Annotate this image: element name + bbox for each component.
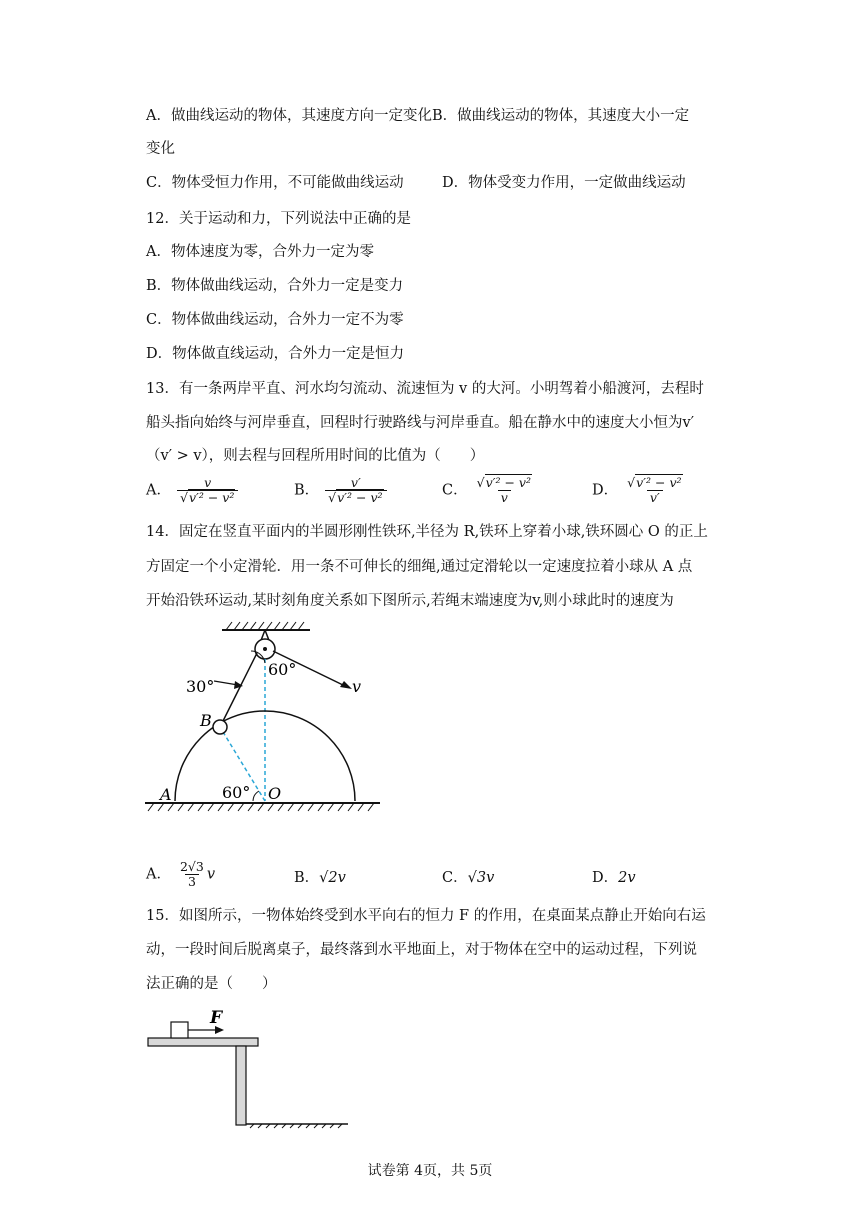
page-footer: 试卷第 4页，共 5页 xyxy=(367,1163,493,1179)
q13-option-a: A． $\frac{v}{\text{√v′² − v²}}$ xyxy=(146,476,238,505)
q13-stem-line2: 船头指向始终与河岸垂直，回程时行驶路线与河岸垂直。船在静水中的速度大小恒为v′ xyxy=(146,415,694,431)
q12-option-a: A．物体速度为零，合外力一定为零 xyxy=(146,244,374,260)
q15-figure xyxy=(140,1005,360,1130)
q15-stem-line3: 法正确的是（ ） xyxy=(146,976,277,992)
q11-option-c: C．物体受恒力作用，不可能做曲线运动 xyxy=(146,175,404,191)
q12-stem: 12．关于运动和力，下列说法中正确的是 xyxy=(146,211,411,227)
label-v: v xyxy=(352,677,362,696)
label-b: B xyxy=(200,711,212,730)
q14-stem-line2: 方固定一个小定滑轮．用一条不可伸长的细绳,通过定滑轮以一定速度拉着小球从 A 点 xyxy=(146,559,693,575)
q12-option-d: D．物体做直线运动，合外力一定是恒力 xyxy=(146,346,405,362)
q14-option-c: C．√3v xyxy=(442,870,495,886)
q12-option-c: C．物体做曲线运动，合外力一定不为零 xyxy=(146,312,404,328)
fraction: $\frac{\text{√v′² − v²}}{v'}$ xyxy=(627,475,682,505)
q15-stem-line1: 15．如图所示，一物体始终受到水平向右的恒力 F 的作用，在桌面某点静止开始向右运 xyxy=(146,908,706,924)
velocity-arrow-icon xyxy=(340,681,352,689)
ground-hatch xyxy=(148,803,374,811)
q14-stem-line1: 14．固定在竖直平面内的半圆形刚性铁环,半径为 R,铁环上穿着小球,铁环圆心 O 的正上 xyxy=(146,524,708,540)
q13-option-b: B． $\frac{v'}{\text{√v′² − v²}}$ xyxy=(294,476,387,505)
fraction: $\frac{v}{\text{√v′² − v²}}$ xyxy=(177,476,238,505)
fraction: $\frac{2√3}{3}$ xyxy=(179,859,204,889)
label-pulley-angle: 60° xyxy=(268,660,297,679)
label-a: A xyxy=(160,785,172,804)
q14-option-a: A． $\frac{2√3}{3}$ v xyxy=(146,859,216,889)
q11-options-ab-line2: 变化 xyxy=(146,141,175,157)
q13-option-d: D． $\frac{\text{√v′² − v²}}{v'}$ xyxy=(592,476,686,505)
label-30deg: 30° xyxy=(186,677,215,696)
fraction: $\frac{v'}{\text{√v′² − v²}}$ xyxy=(325,476,386,505)
ball-b xyxy=(213,720,227,734)
q12-option-b: B．物体做曲线运动，合外力一定是变力 xyxy=(146,278,404,294)
q13-stem-line1: 13．有一条两岸平直、河水均匀流动、流速恒为 v 的大河。小明驾着小船渡河，去程时 xyxy=(146,381,704,397)
fraction: $\frac{\text{√v′² − v²}}{v}$ xyxy=(476,475,531,505)
block xyxy=(171,1022,188,1038)
q11-options-ab-line1: A．做曲线运动的物体，其速度方向一定变化B．做曲线运动的物体，其速度大小一定 xyxy=(146,108,690,124)
label-f: F xyxy=(210,1008,223,1028)
q14-option-b: B．√2v xyxy=(294,870,346,886)
rope-to-ball xyxy=(220,653,257,727)
q14-stem-line3: 开始沿铁环运动,某时刻角度关系如下图所示,若绳末端速度为v,则小球此时的速度为 xyxy=(146,593,674,609)
q14-option-d: D．2v xyxy=(592,870,636,886)
q14-figure xyxy=(140,615,520,825)
table-leg xyxy=(236,1046,246,1125)
q11-option-d: D．物体受变力作用，一定做曲线运动 xyxy=(442,175,686,191)
q13-stem-line3: （v′ > v），则去程与回程所用时间的比值为（ ） xyxy=(146,448,485,464)
q13-option-c: C． $\frac{\text{√v′² − v²}}{v}$ xyxy=(442,476,535,505)
label-o: O xyxy=(268,784,282,803)
q15-stem-line2: 动，一段时间后脱离桌子，最终落到水平地面上，对于物体在空中的运动过程，下列说 xyxy=(146,942,697,958)
table-top xyxy=(148,1038,258,1046)
ceiling-hatch xyxy=(226,622,304,630)
label-center-angle: 60° xyxy=(222,783,251,802)
